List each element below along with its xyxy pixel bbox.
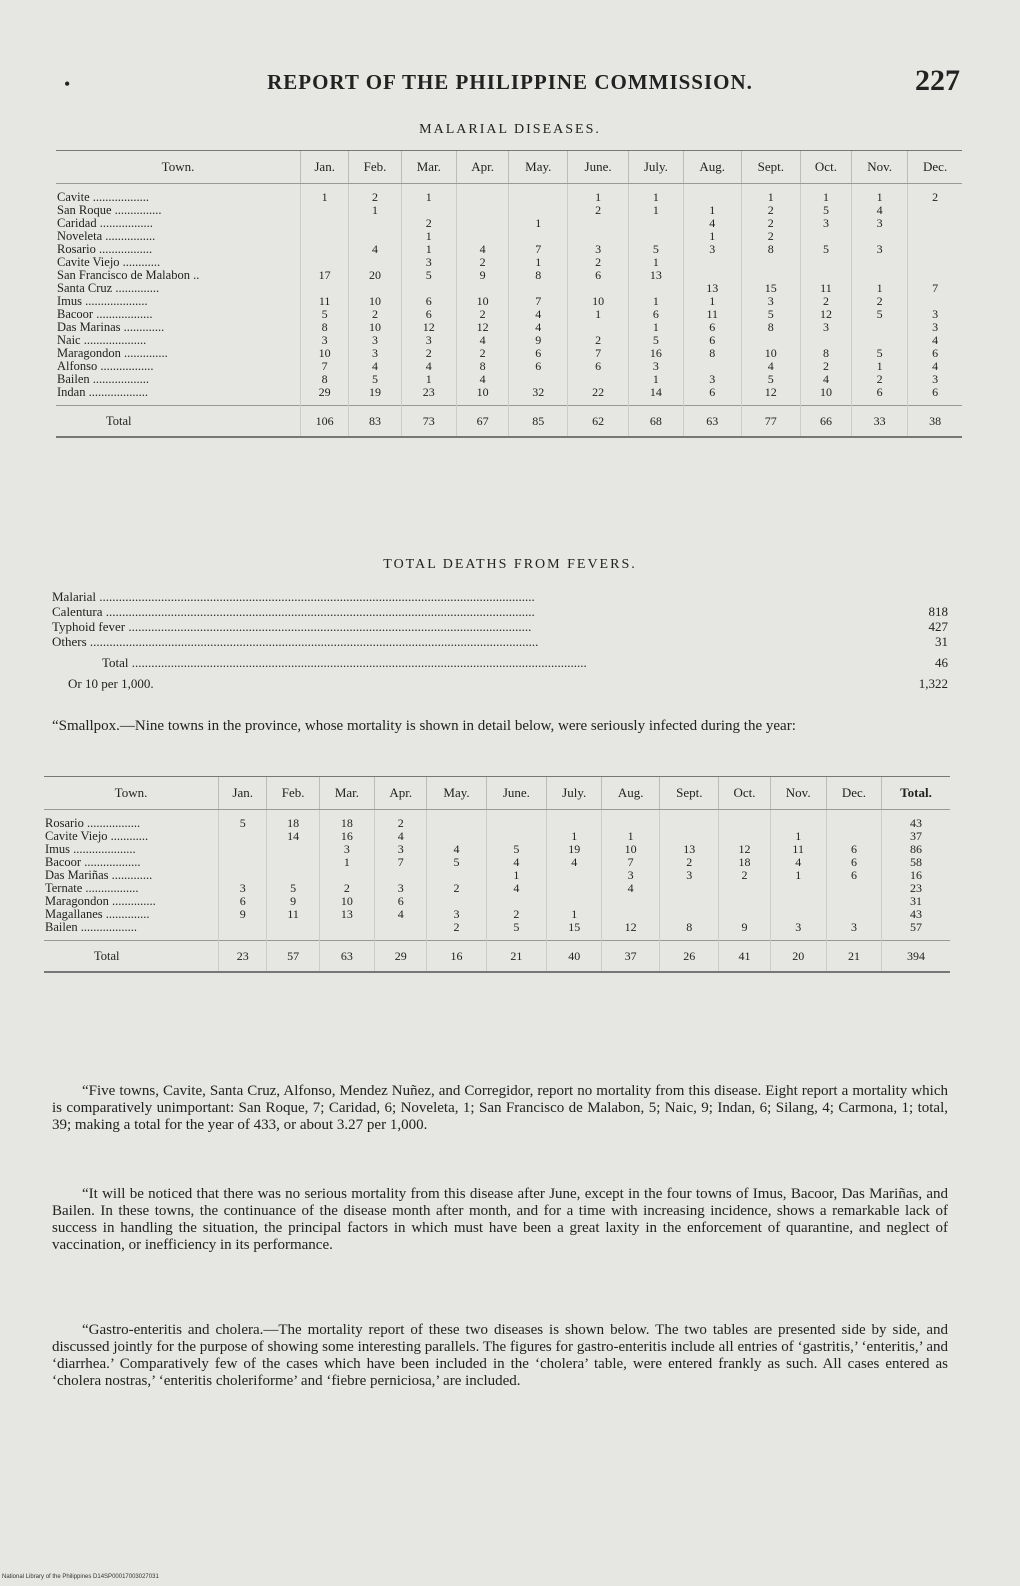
total-cell: 33 (851, 406, 907, 438)
malarial-total-row (56, 406, 962, 438)
col-header: June. (568, 151, 629, 184)
col-header: Jan. (219, 777, 267, 810)
total-label: Total (56, 406, 301, 438)
month-values: 1 11 4 1 3 (770, 810, 826, 941)
total-cell: 21 (826, 941, 881, 973)
summary-value: 427 (928, 619, 948, 634)
total-cell: 83 (349, 406, 401, 438)
total-cell: 73 (401, 406, 456, 438)
total-cell: 68 (628, 406, 683, 438)
smallpox-intro: “Smallpox.—Nine towns in the province, whose mortality is shown in detail below, were seriously infected during the year: (52, 718, 796, 734)
month-values: 4 2 9 10 2 12 4 2 8 4 10 (456, 184, 508, 406)
col-header: Sept. (741, 151, 800, 184)
month-values: 1 19 4 1 15 (547, 810, 602, 941)
page-number: 227 (915, 64, 960, 97)
total-cell: 20 (770, 941, 826, 973)
total-cell: 85 (509, 406, 568, 438)
col-header: Mar. (319, 777, 374, 810)
smallpox-body (44, 810, 950, 941)
col-header: Nov. (770, 777, 826, 810)
header-mark: • (64, 74, 71, 94)
col-header: Town. (44, 777, 219, 810)
col-header: Mar. (401, 151, 456, 184)
col-header: July. (547, 777, 602, 810)
summary-row (52, 604, 948, 619)
town-list: Rosario ................. Cavite Viejo ............ Imus .................... Bacoor .................. Das Mariñas ............. Ternate ................. Maragondon .............. Magallanes .............. Bailen .................. (45, 816, 156, 934)
summary-value: 31 (935, 634, 948, 649)
malarial-caption: MALARIAL DISEASES. (419, 122, 601, 137)
total-cell: 63 (683, 406, 741, 438)
month-values: 5 3 6 9 (219, 810, 267, 941)
total-cell: 16 (427, 941, 486, 973)
total-label: Total (44, 941, 219, 973)
total-cell: 40 (547, 941, 602, 973)
total-cell: 29 (375, 941, 427, 973)
summary-label: Others .......................................................................................................................................... (52, 634, 539, 649)
month-values: 2 7 3 3 4 6 4 3 6 (908, 184, 962, 406)
total-cell: 57 (267, 941, 319, 973)
col-header: Town. (56, 151, 301, 184)
summary-label: Typhoid fever ............................................................................................................................ (52, 619, 532, 634)
total-cell: 37 (602, 941, 660, 973)
month-values: 1 2 1 1 3 5 6 6 12 3 2 4 1 23 (401, 184, 456, 406)
month-values: 1 7 1 8 7 4 4 9 6 6 32 (509, 184, 568, 406)
total-cell: 63 (319, 941, 374, 973)
month-values: 1 17 11 5 8 3 10 7 8 29 (301, 184, 349, 406)
col-header: June. (486, 777, 547, 810)
col-header: Aug. (602, 777, 660, 810)
month-values: 13 2 3 8 (660, 810, 719, 941)
month-values: 1 10 7 3 4 12 (602, 810, 660, 941)
malarial-table (56, 150, 962, 438)
fevers-summary (52, 589, 948, 691)
col-header: Sept. (660, 777, 719, 810)
summary-label: Malarial ...................................................................................................................................... (52, 589, 535, 604)
month-values: 1 1 5 1 13 1 6 1 5 16 3 1 14 (628, 184, 683, 406)
month-values: 18 14 5 9 11 (267, 810, 319, 941)
summary-row (52, 619, 948, 634)
total-cell: 66 (800, 406, 851, 438)
fevers-caption: TOTAL DEATHS FROM FEVERS. (383, 557, 637, 572)
col-header: Apr. (375, 777, 427, 810)
total-cell: 21 (486, 941, 547, 973)
paragraph: “It will be noticed that there was no serious mortality from this disease after June, except in the four towns of Imus, Bacoor, Das Mariñas, and Bailen. In these towns, the continuance of the disease month after month, and for a time with increasing incidence, shows a remarkable lack of success in handling the situation, the principal factors in which must have been a great laxity in the enforcement of quarantine, and neglect of vaccination, or inefficiency in its performance. (52, 1186, 948, 1253)
total-cell: 106 (301, 406, 349, 438)
month-values: 2 1 4 20 10 2 10 3 3 4 5 19 (349, 184, 401, 406)
smallpox-header-row (44, 777, 950, 810)
month-values: 12 18 2 9 (719, 810, 770, 941)
summary-value: 818 (928, 604, 948, 619)
running-title: REPORT OF THE PHILIPPINE COMMISSION. (267, 70, 753, 94)
col-header: Total. (882, 777, 950, 810)
total-cell: 38 (908, 406, 962, 438)
col-header: July. (628, 151, 683, 184)
total-cell: 26 (660, 941, 719, 973)
col-header: Feb. (349, 151, 401, 184)
summary-label: Calentura .................................................................................................................................... (52, 604, 535, 619)
summary-label: Or 10 per 1,000. (68, 676, 154, 691)
town-list: Cavite .................. San Roque ............... Caridad ................. Noveleta ................ Rosario ................. Cavite Viejo ............ San Francisco de Malabon .. Santa Cruz .............. Imus .................... Bacoor .................. Das Marinas ............. Naic .................... Maragondon .............. Alfonso ................. Bailen .................. Indan ................... (57, 190, 200, 399)
col-header: May. (509, 151, 568, 184)
total-cell: 23 (219, 941, 267, 973)
col-header: Dec. (826, 777, 881, 810)
summary-row (52, 676, 948, 691)
col-header: Feb. (267, 777, 319, 810)
col-header: Oct. (800, 151, 851, 184)
month-values: 5 4 1 4 2 5 (486, 810, 547, 941)
total-cell: 62 (568, 406, 629, 438)
col-header: Nov. (851, 151, 907, 184)
month-values: 2 4 3 7 3 6 4 (375, 810, 427, 941)
row-total-values: 43 37 86 58 16 23 31 43 57 (882, 810, 950, 941)
total-cell: 77 (741, 406, 800, 438)
month-values: 6 6 6 3 (826, 810, 881, 941)
scan-footer: National Library of the Philippines D14SP00017003027031 (2, 1574, 159, 1580)
total-cell: 41 (719, 941, 770, 973)
summary-row (52, 655, 948, 670)
paragraph: “Five towns, Cavite, Santa Cruz, Alfonso, Mendez Nuñez, and Corregidor, report no mortality from this disease. Eight report a mortality which is comparatively unimportant: San Roque, 7; Caridad, 6; Noveleta, 1; San Francisco de Malabon, 5; Naic, 9; Indan, 6; Silang, 4; Carmona, 1; total, 39; making a total for the year of 433, or about 3.27 per 1,000. (52, 1083, 948, 1133)
col-header: Dec. (908, 151, 962, 184)
total-cell: 67 (456, 406, 508, 438)
col-header: Oct. (719, 777, 770, 810)
summary-label: Total ............................................................................................................................................ (102, 655, 587, 670)
col-header: Apr. (456, 151, 508, 184)
malarial-body (56, 184, 962, 406)
summary-row (52, 589, 948, 604)
malarial-header-row (56, 151, 962, 184)
month-values: 18 16 3 1 2 10 13 (319, 810, 374, 941)
month-values: 1 2 3 2 6 10 1 2 7 6 22 (568, 184, 629, 406)
summary-value: 1,322 (918, 676, 948, 691)
summary-value: 46 (935, 655, 948, 670)
month-values: 1 4 1 3 13 1 11 6 6 8 3 6 (683, 184, 741, 406)
col-header: Aug. (683, 151, 741, 184)
col-header: Jan. (301, 151, 349, 184)
month-values: 1 4 3 3 1 2 5 5 1 2 6 (851, 184, 907, 406)
summary-row (52, 634, 948, 649)
month-values: 1 2 2 2 8 15 3 5 8 10 4 5 12 (741, 184, 800, 406)
smallpox-table (44, 776, 950, 973)
total-cell: 394 (882, 941, 950, 973)
month-values: 4 5 2 3 2 (427, 810, 486, 941)
page-header (60, 64, 960, 104)
smallpox-total-row (44, 941, 950, 973)
month-values: 1 5 3 5 11 2 12 3 8 2 4 10 (800, 184, 851, 406)
paragraph: “Gastro-enteritis and cholera.—The mortality report of these two diseases is shown below. The two tables are presented side by side, and discussed jointly for the purpose of showing some interesting parallels. The figures for gastro-enteritis include all entries of ‘gastritis,’ ‘enteritis,’ and ‘diarrhea.’ Comparatively few of the cases which have been included in the ‘cholera’ table, were entered frankly as such. All cases entered as ‘cholera nostras,’ ‘enteritis choleriforme’ and ‘fiebre perniciosa,’ are included. (52, 1322, 948, 1389)
col-header: May. (427, 777, 486, 810)
